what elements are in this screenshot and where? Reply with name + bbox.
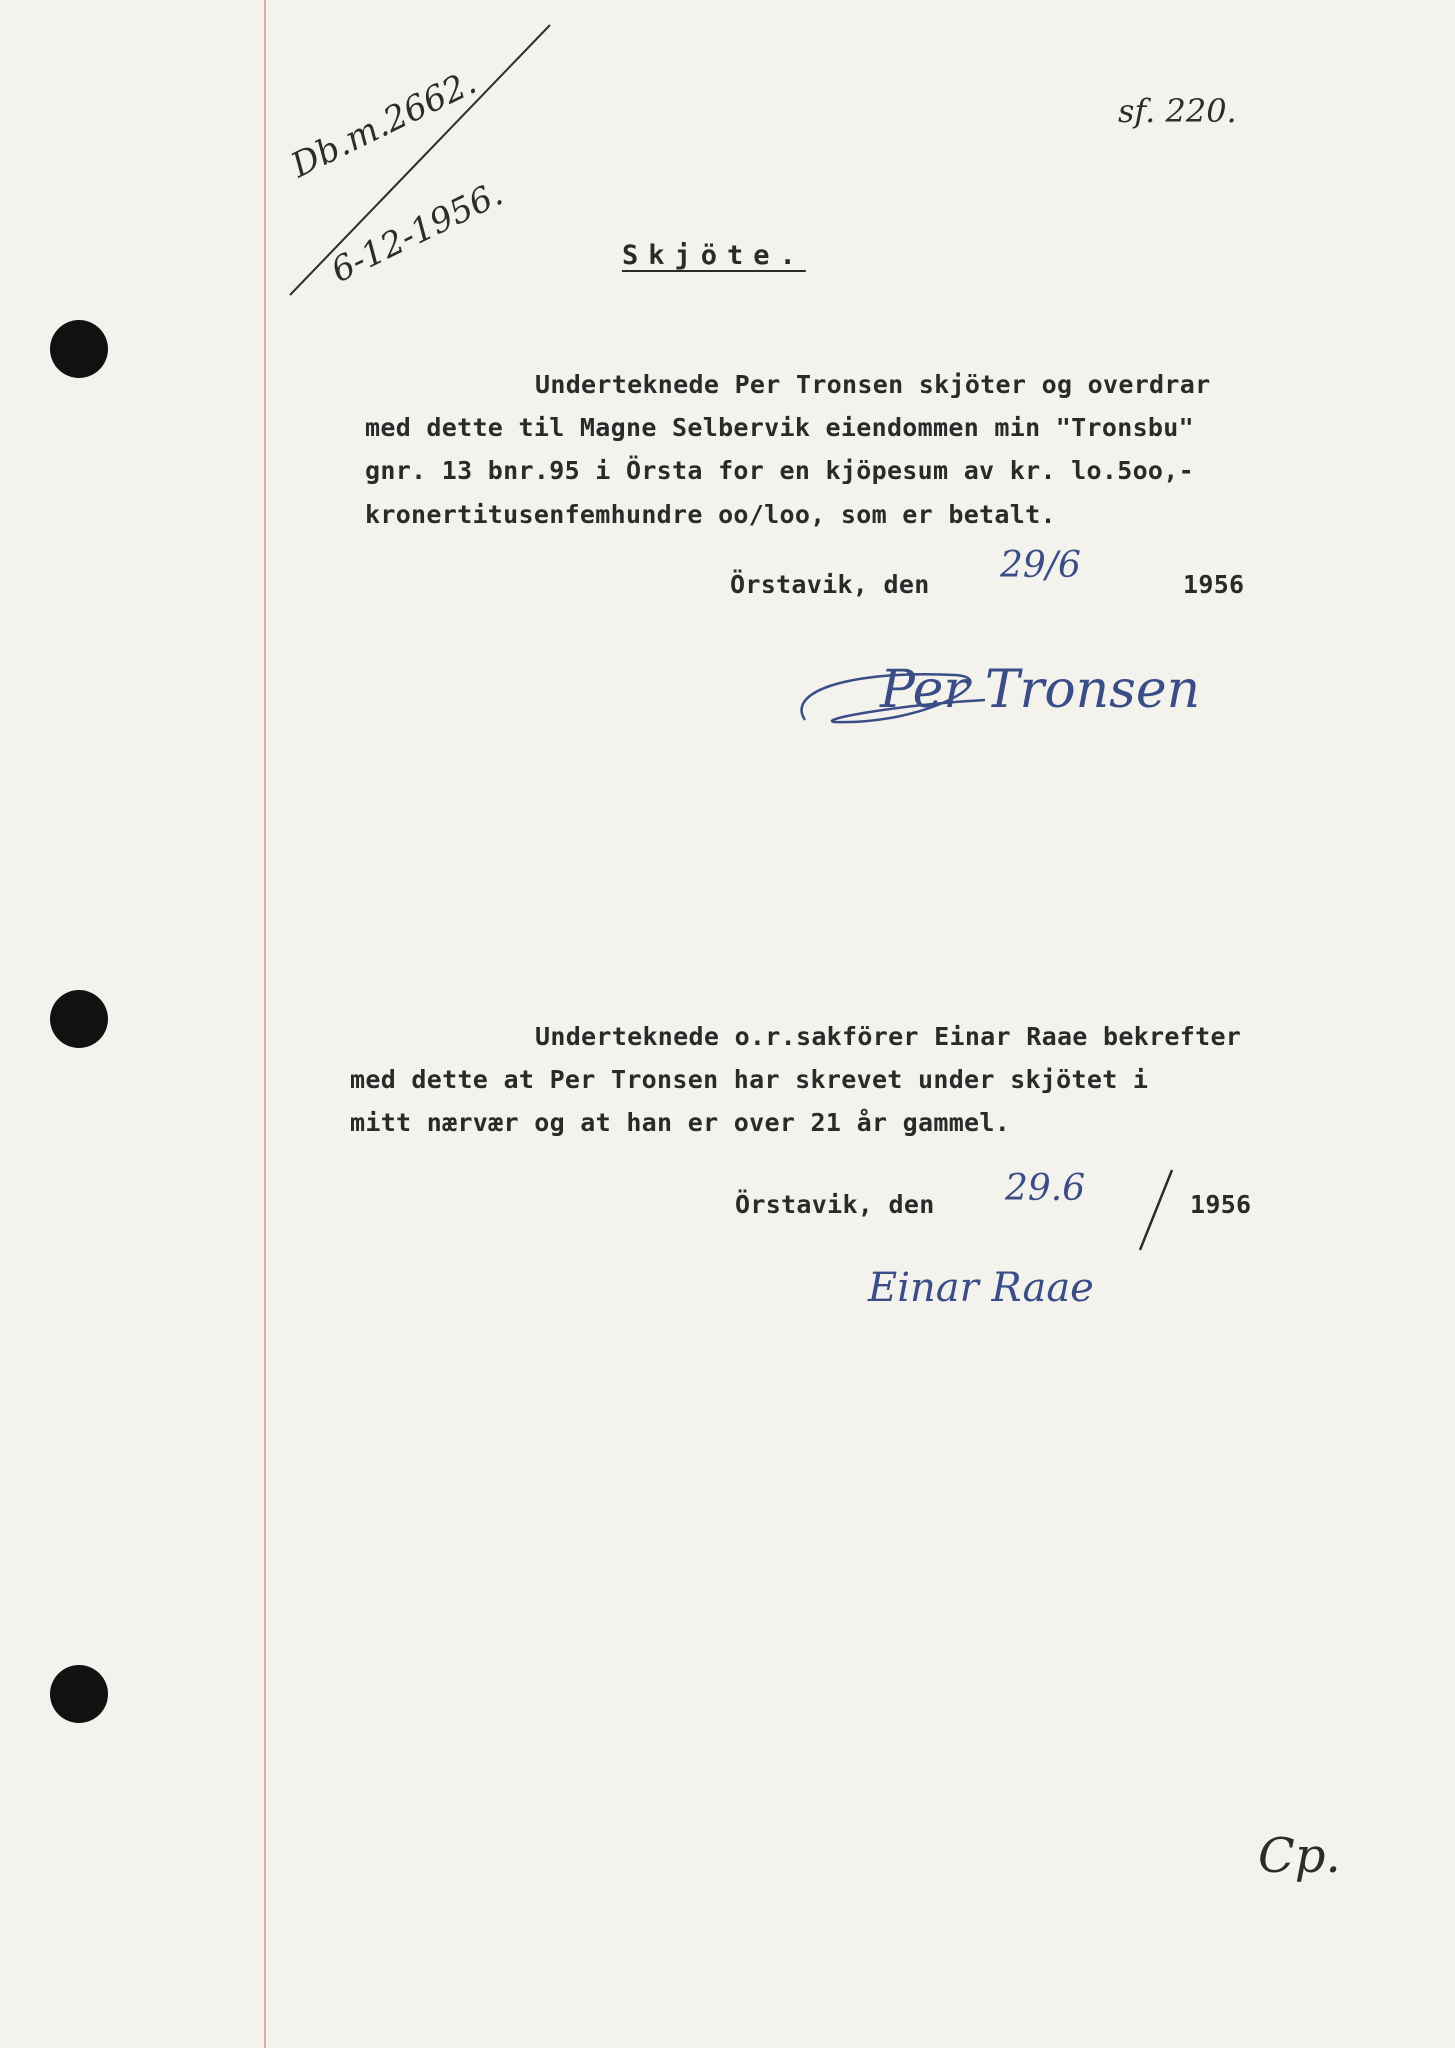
punch-hole-top: [50, 320, 108, 378]
page-reference: sf. 220.: [1118, 92, 1237, 130]
deed-date-handwritten: 29/6: [1000, 545, 1081, 586]
witness-place: Örstavik, den: [735, 1190, 935, 1219]
margin-rule: [264, 0, 266, 2048]
witness-line-2: med dette at Per Tronsen har skrevet under skjötet i: [350, 1065, 1149, 1094]
seller-signature: Per Tronsen: [880, 660, 1201, 720]
margin-note-slash: [285, 20, 565, 300]
deed-year: 1956: [1183, 570, 1245, 599]
witness-signature: Einar Raae: [868, 1265, 1094, 1311]
punch-hole-middle: [50, 990, 108, 1048]
deed-line-3: gnr. 13 bnr.95 i Örsta for en kjöpesum av kr. lo.5oo,-: [365, 456, 1194, 485]
margin-note-reference: Db.m.2662.: [285, 62, 483, 186]
document-title: Skjöte.: [622, 240, 806, 271]
date-slash: [1130, 1165, 1180, 1255]
witness-year: 1956: [1190, 1190, 1252, 1219]
deed-place: Örstavik, den: [730, 570, 930, 599]
margin-note-date: 6-12-1956.: [325, 173, 510, 291]
deed-line-2: med dette til Magne Selbervik eiendommen min "Tronsbu": [365, 413, 1194, 442]
witness-line-1: Underteknede o.r.sakförer Einar Raae bekrefter: [535, 1022, 1242, 1051]
deed-line-1: Underteknede Per Tronsen skjöter og overdrar: [535, 370, 1211, 399]
punch-hole-bottom: [50, 1665, 108, 1723]
witness-date-handwritten: 29.6: [1005, 1168, 1086, 1209]
corner-initials: Cp.: [1258, 1828, 1341, 1884]
deed-line-4: kronertitusenfemhundre oo/loo, som er betalt.: [365, 500, 1056, 529]
witness-line-3: mitt nærvær og at han er over 21 år gammel.: [350, 1108, 1011, 1137]
